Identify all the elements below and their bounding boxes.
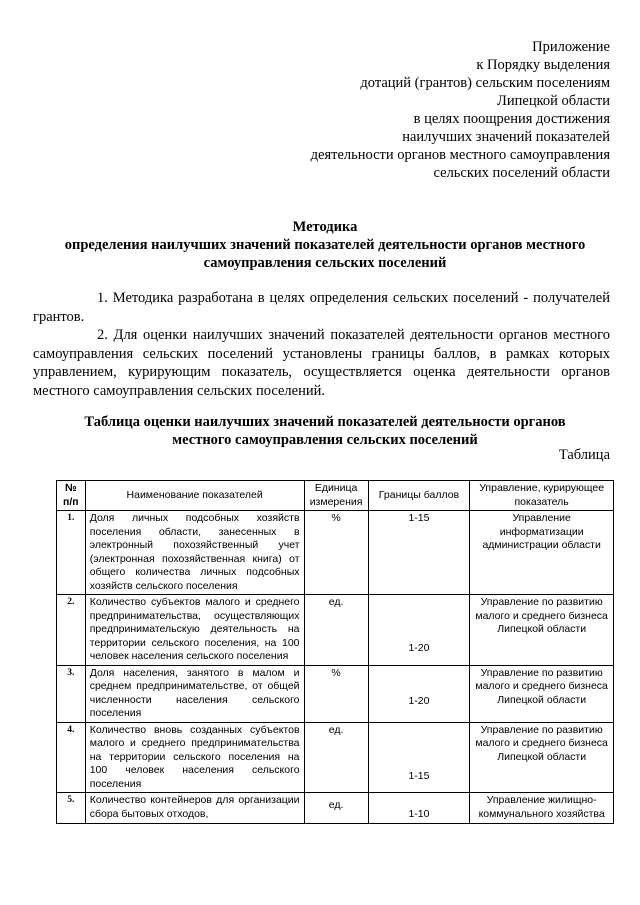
row-name: Количество субъектов малого и среднего предпринимательства, осуществляющих предпринимательскую деятельность на территории сельского поселения, на 100 человек населения сельского поселения bbox=[85, 595, 304, 666]
row-name: Количество контейнеров для организации сбора бытовых отходов, bbox=[85, 793, 304, 824]
header-bounds: Границы баллов bbox=[368, 481, 470, 511]
row-bounds bbox=[368, 595, 470, 666]
method-title-line: Методика bbox=[292, 219, 358, 235]
table-title-line: местного самоуправления сельских поселений bbox=[172, 432, 478, 448]
row-unit: % bbox=[304, 665, 368, 722]
paragraph-text: 1. Методика разработана в целях определения сельских поселений - получателей грантов. bbox=[33, 290, 610, 325]
method-title bbox=[40, 218, 610, 272]
appendix-line: к Порядку выделения bbox=[476, 57, 610, 73]
table-title-line: Таблица оценки наилучших значений показателей деятельности органов bbox=[84, 414, 566, 430]
indicators-table bbox=[56, 480, 614, 824]
row-num: 4. bbox=[57, 722, 86, 793]
row-bounds bbox=[368, 665, 470, 722]
row-dept: Управление информатизации администрации области bbox=[470, 511, 614, 595]
row-bounds-value: 1-20 bbox=[408, 642, 430, 654]
row-bounds bbox=[368, 722, 470, 793]
header-unit: Единица измерения bbox=[304, 481, 368, 511]
header-name: Наименование показателей bbox=[85, 481, 304, 511]
method-title-line: самоуправления сельских поселений bbox=[203, 255, 447, 271]
table-row bbox=[57, 722, 614, 793]
appendix-line: наилучших значений показателей bbox=[402, 129, 610, 145]
row-name: Количество вновь созданных субъектов малого и среднего предпринимательства на территории сельского поселения на 100 человек населения сельского поселения bbox=[85, 722, 304, 793]
header-dept: Управление, курирующее показатель bbox=[470, 481, 614, 511]
row-dept: Управление по развитию малого и среднего бизнеса Липецкой области bbox=[470, 665, 614, 722]
row-name: Доля населения, занятого в малом и среднем предпринимательстве, от общей численности населения сельского поселения bbox=[85, 665, 304, 722]
row-num: 5. bbox=[57, 793, 86, 824]
paragraph-2 bbox=[33, 326, 610, 400]
table-row bbox=[57, 595, 614, 666]
appendix-line: Липецкой области bbox=[497, 93, 610, 109]
row-bounds: 1-15 bbox=[368, 511, 470, 595]
method-title-line: определения наилучших значений показателей деятельности органов местного bbox=[64, 237, 586, 253]
row-num: 3. bbox=[57, 665, 86, 722]
table-row bbox=[57, 793, 614, 824]
paragraph-text: 2. Для оценки наилучших значений показателей деятельности органов местного самоуправления сельских поселений установлены границы баллов, в рамках которых управлением, курирующим показатель, осуществляется оценка деятельности органов местного самоуправления сельских поселений. bbox=[33, 327, 610, 399]
row-num: 2. bbox=[57, 595, 86, 666]
row-dept: Управление жилищно-коммунального хозяйства bbox=[470, 793, 614, 824]
row-dept: Управление по развитию малого и среднего бизнеса Липецкой области bbox=[470, 722, 614, 793]
header-num: № п/п bbox=[57, 481, 86, 511]
appendix-block bbox=[210, 38, 610, 182]
appendix-line: Приложение bbox=[532, 39, 610, 55]
row-dept: Управление по развитию малого и среднего бизнеса Липецкой области bbox=[470, 595, 614, 666]
paragraph-1 bbox=[33, 289, 610, 326]
row-num: 1. bbox=[57, 511, 86, 595]
appendix-line: в целях поощрения достижения bbox=[413, 111, 610, 127]
row-unit: ед. bbox=[304, 793, 368, 824]
table-label: Таблица bbox=[558, 447, 610, 463]
row-bounds-value: 1-15 bbox=[408, 769, 430, 782]
row-unit: % bbox=[304, 511, 368, 595]
row-name: Доля личных подсобных хозяйств поселения области, занесенных в электронный похозяйственный учет (электронная похозяйственная книга) от общего количества личных подсобных хозяйств сельского поселения bbox=[85, 511, 304, 595]
table-row bbox=[57, 511, 614, 595]
table-header-row bbox=[57, 481, 614, 511]
table-title bbox=[40, 413, 610, 449]
row-bounds-value: 1-20 bbox=[408, 694, 430, 707]
appendix-line: сельских поселений области bbox=[433, 165, 610, 181]
row-bounds-value: 1-10 bbox=[408, 808, 430, 820]
row-unit: ед. bbox=[304, 595, 368, 666]
row-bounds bbox=[368, 793, 470, 824]
row-unit: ед. bbox=[304, 722, 368, 793]
table-row bbox=[57, 665, 614, 722]
appendix-line: деятельности органов местного самоуправления bbox=[310, 147, 610, 163]
appendix-line: дотаций (грантов) сельским поселениям bbox=[360, 75, 610, 91]
